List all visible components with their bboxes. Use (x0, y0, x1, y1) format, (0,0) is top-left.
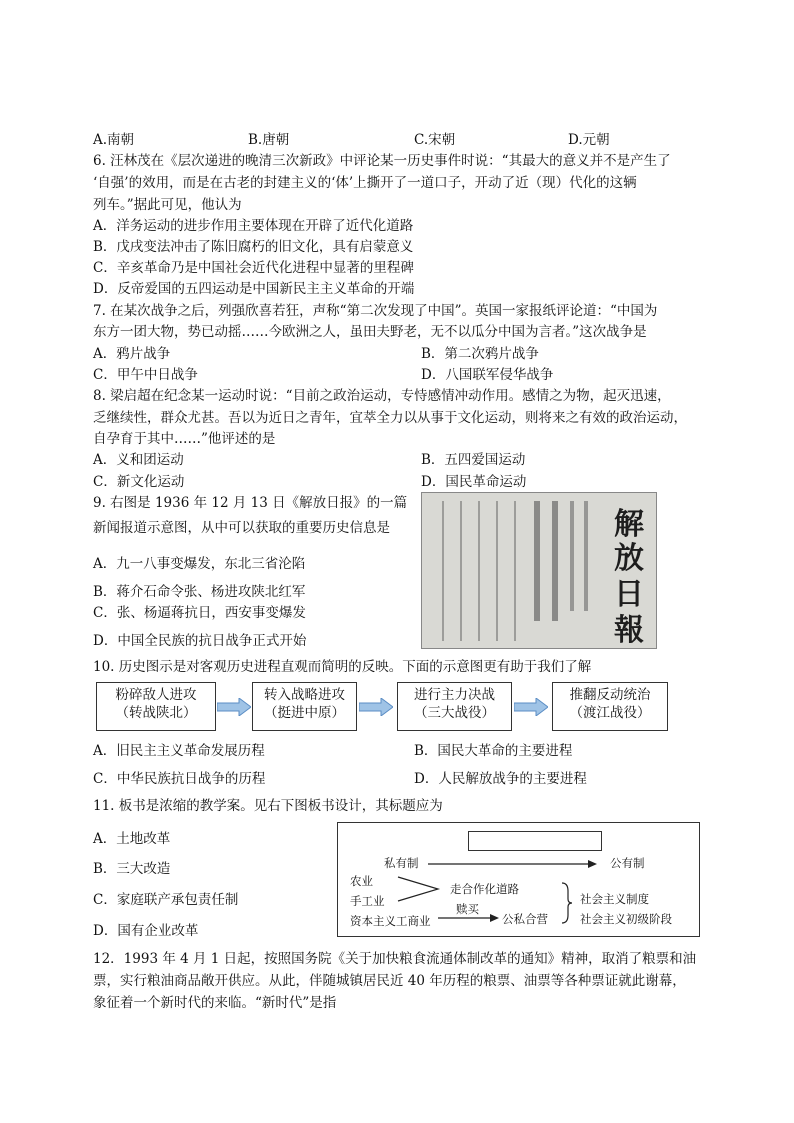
q7-option-c: C．甲午中日战争 (93, 367, 198, 383)
q6-option-b: B．戊戌变法冲击了陈旧腐朽的旧文化，具有启蒙意义 (93, 239, 414, 255)
q9-option-c: C．张、杨逼蒋抗日，西安事变爆发 (93, 605, 306, 621)
flow-box-4 (552, 682, 668, 731)
board-buyout: 赎买 (456, 902, 479, 916)
newspaper-title-char-4: 報 (614, 613, 644, 648)
q11-option-b: B．三大改造 (93, 861, 171, 877)
q6-stem-line-3: 列车。”据此可见，他认为 (93, 197, 242, 213)
q6-stem-line-1: 6. 汪林茂在《层次递进的晚清三次新政》中评论某一历史事件时说：“其最大的意义并不是产生了 (93, 153, 671, 169)
board-system: 社会主义制度 (580, 892, 649, 906)
flow-box-2-top: 转入战略进攻 (264, 687, 345, 703)
q6-option-d: D．反帝爱国的五四运动是中国新民主主义革命的开端 (93, 281, 415, 297)
board-merge-bracket (396, 875, 442, 905)
q7-option-a: A．鸦片战争 (93, 346, 171, 362)
q9-stem-line-1: 9. 右图是 1936 年 12 月 13 日《解放日报》的一篇 (93, 495, 408, 511)
flow-box-4-bottom: （渡江战役） (569, 705, 651, 721)
q8-option-b: B．五四爱国运动 (421, 452, 526, 468)
q8-option-d: D．国民革命运动 (421, 474, 527, 490)
board-public: 公有制 (610, 856, 645, 870)
q7-stem-line-2: 东方一团大物，势已动摇……今欧洲之人，虽田夫野老，无不以瓜分中国为言者。”这次战争是 (93, 324, 647, 340)
q11-option-d: D．国有企业改革 (93, 923, 199, 939)
q10-option-c: C．中华民族抗日战争的历程 (93, 771, 266, 787)
q12-stem-line-1: 12．1993 年 4 月 1 日起，按照国务院《关于加快粮食流通体制改革的通知》精神，取消了粮票和油 (93, 951, 697, 967)
q5-option-c: C.宋朝 (414, 132, 456, 148)
board-craft: 手工业 (350, 894, 385, 908)
flow-box-3 (397, 682, 512, 731)
q12-stem-line-2: 票，实行粮油商品敞开供应。从此，伴随城镇居民近 40 年历程的粮票、油票等各种票证就此谢幕， (93, 973, 686, 989)
q8-stem-line-1: 8. 梁启超在纪念某一运动时说：“目前之政治运动，专恃感情冲动作用。感情之为物，起灭迅速， (93, 388, 671, 404)
flow-arrow-1 (217, 698, 251, 716)
q6-option-c: C．辛亥革命乃是中国社会近代化进程中显著的里程碑 (93, 260, 414, 276)
board-stage: 社会主义初级阶段 (580, 912, 672, 926)
q10-option-a: A．旧民主主义革命发展历程 (93, 743, 265, 759)
board-private: 私有制 (384, 856, 419, 870)
q11-option-a: A．土地改革 (93, 831, 171, 847)
newspaper-title-char-1: 解 (614, 507, 644, 542)
flow-box-1-bottom: （转战陕北） (115, 705, 197, 721)
flow-arrow-2 (359, 698, 393, 716)
q6-stem-line-2: ‘自强’的效用，而是在古老的封建主义的‘体’上撕开了一道口子，开动了近（现）代化的这辆 (93, 175, 637, 191)
newspaper-title-char-3: 日 (614, 577, 644, 612)
q8-option-c: C．新文化运动 (93, 474, 185, 490)
q9-stem-line-2: 新闻报道示意图，从中可以获取的重要历史信息是 (93, 520, 390, 536)
newspaper-photo (421, 492, 657, 649)
q9-option-a: A．九一八事变爆发，东北三省沦陷 (93, 556, 306, 572)
board-right-brace (560, 881, 574, 925)
flow-box-3-bottom: （三大战役） (414, 705, 495, 721)
q5-option-b: B.唐朝 (248, 132, 290, 148)
flow-box-1 (96, 682, 216, 731)
blackboard-design (337, 822, 700, 937)
q10-option-b: B．国民大革命的主要进程 (414, 743, 573, 759)
flow-box-1-top: 粉碎敌人进攻 (115, 687, 197, 703)
newspaper-title-char-2: 放 (614, 541, 644, 576)
q8-option-a: A．义和团运动 (93, 452, 184, 468)
q10-stem: 10. 历史图示是对客观历史进程直观而简明的反映。下面的示意图更有助于我们了解 (93, 659, 592, 675)
board-agri: 农业 (350, 874, 373, 888)
q5-option-a: A.南朝 (93, 132, 135, 148)
q7-stem-line-1: 7. 在某次战争之后，列强欣喜若狂，声称“第二次发现了中国”。英国一家报纸评论道：“中国为 (93, 303, 658, 319)
q12-stem-line-3: 象征着一个新时代的来临。“新时代”是指 (93, 995, 337, 1011)
flow-box-3-top: 进行主力决战 (414, 687, 495, 703)
board-capital: 资本主义工商业 (350, 914, 431, 928)
flow-box-4-top: 推翻反动统治 (569, 687, 651, 703)
board-title-blank (468, 831, 602, 851)
board-arrow-private-public (428, 859, 598, 869)
q11-option-c: C．家庭联产承包责任制 (93, 892, 239, 908)
q5-option-d: D.元朝 (568, 132, 610, 148)
q11-stem: 11. 板书是浓缩的教学案。见右下图板书设计，其标题应为 (93, 798, 443, 814)
q8-stem-line-3: 自孕育于其中……”他评述的是 (93, 431, 276, 447)
flow-box-2 (252, 682, 357, 731)
flow-arrow-3 (514, 698, 548, 716)
q7-option-b: B．第二次鸦片战争 (421, 346, 539, 362)
q7-option-d: D．八国联军侵华战争 (421, 367, 554, 383)
board-coop: 走合作化道路 (450, 882, 519, 896)
flow-box-2-bottom: （挺进中原） (264, 705, 345, 721)
board-arrow-jointly (438, 913, 500, 923)
q6-option-a: A．洋务运动的进步作用主要体现在开辟了近代化道路 (93, 218, 414, 234)
board-jointly: 公私合营 (502, 912, 548, 926)
q8-stem-line-2: 乏继续性，群众尤甚。吾以为近日之青年，宜萃全力以从事于文化运动，则将来之有效的政治运动， (93, 410, 687, 426)
q10-option-d: D．人民解放战争的主要进程 (414, 771, 587, 787)
q9-option-d: D．中国全民族的抗日战争正式开始 (93, 633, 307, 649)
q9-option-b: B．蒋介石命令张、杨进攻陕北红军 (93, 584, 306, 600)
